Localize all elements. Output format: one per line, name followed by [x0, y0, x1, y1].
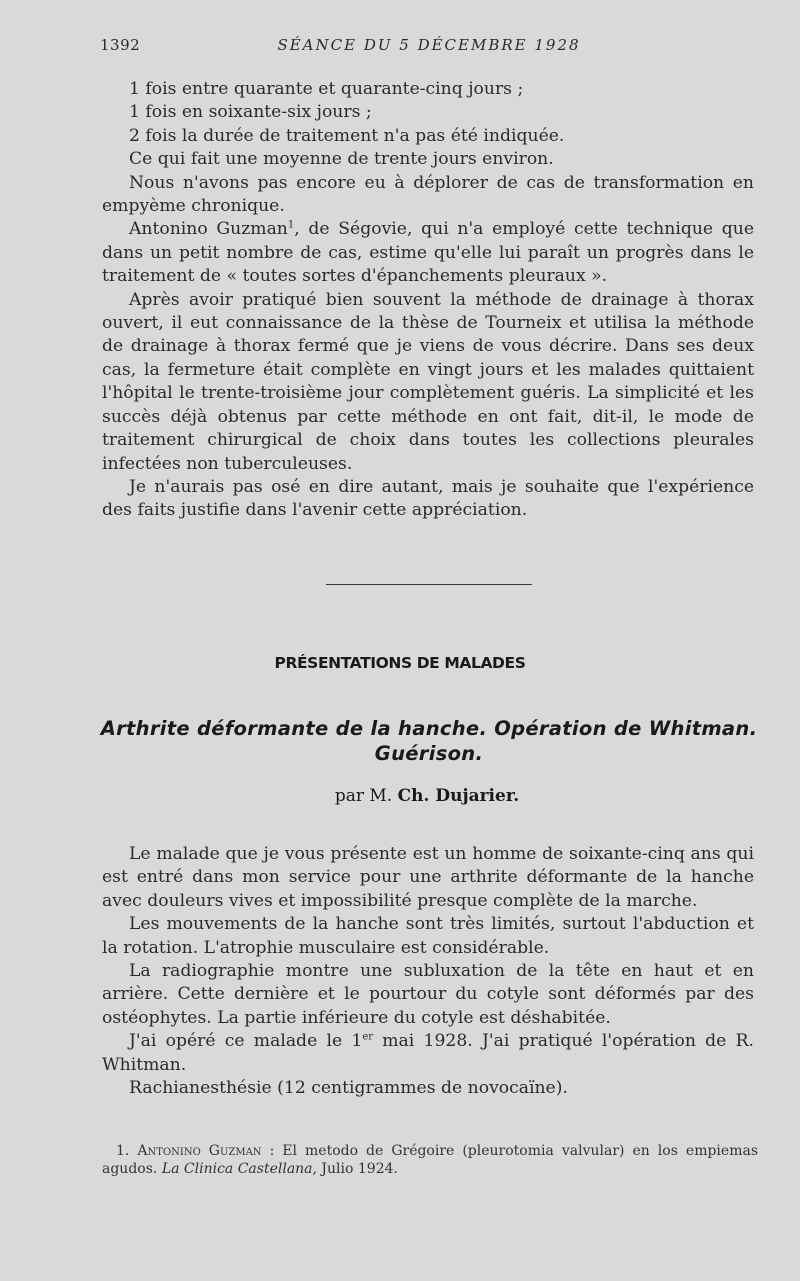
body-text-span: mai 1928. J'ai pratiqué l'opération de R. Whitman.	[102, 1031, 754, 1075]
body-text-span: J'ai opéré ce malade le 1	[129, 1031, 363, 1052]
page-number: 1392	[100, 36, 141, 54]
section-separator	[326, 584, 532, 585]
byline-author: Ch. Dujarier.	[397, 786, 520, 806]
paragraph-guzman-text: , de Ségovie, qui n'a employé cette technique que dans un petit nombre de cas, estime qu'elle lui paraît un progrès dans le traitement de « toutes sortes d'épanchements pleuraux ».	[102, 219, 754, 287]
text-line: 1 fois entre quarante et quarante-cinq jours ;	[129, 79, 524, 99]
text-line: Ce qui fait une moyenne de trente jours environ.	[129, 149, 554, 170]
body-paragraph: Les mouvements de la hanche sont très limités, surtout l'abduction et la rotation. L'atrophie musculaire est considérable.	[102, 914, 754, 958]
top-text-block	[102, 78, 754, 523]
footnote-tail: , Julio 1924.	[312, 1161, 398, 1177]
body-paragraph	[102, 1030, 754, 1077]
page-header	[100, 36, 758, 58]
byline	[0, 786, 800, 806]
text-line: 2 fois la durée de traitement n'a pas été indiquée.	[129, 125, 565, 146]
footnote-ref: 1	[287, 219, 295, 231]
superscript: er	[362, 1031, 374, 1043]
footnote-body: : El metodo de Grégoire (pleurotomia valvular) en los empiemas agudos.	[102, 1143, 759, 1177]
paragraph-conclusion: Je n'aurais pas osé en dire autant, mais je souhaite que l'expérience des faits justifie dans l'avenir cette appréciation.	[102, 476, 754, 521]
paragraph-guzman	[102, 218, 754, 288]
author-name: Antonino Guzman	[129, 219, 288, 240]
body-paragraph: Rachianesthésie (12 centigrammes de novocaïne).	[129, 1078, 568, 1099]
footnote-journal: La Clinica Castellana	[161, 1161, 313, 1177]
body-paragraph: La radiographie montre une subluxation de la tête en haut et en arrière. Cette dernière et le pourtour du cotyle sont déformés par des ostéophytes. La partie inférieure du cotyle est déshabitée.	[102, 961, 754, 1028]
byline-prefix: par M.	[334, 786, 393, 806]
article-title-line: Arthrite déformante de la hanche. Opération de Whitman.	[100, 717, 758, 740]
article-title-line: Guérison.	[374, 742, 484, 765]
text-line: 1 fois en soixante-six jours ;	[129, 102, 372, 123]
body-paragraph: Le malade que je vous présente est un homme de soixante-cinq ans qui est entré dans mon service pour une arthrite déformante de la hanche avec douleurs vives et impossibilité presque complète de la marche.	[102, 844, 754, 911]
running-title: SÉANCE DU 5 DÉCEMBRE 1928	[277, 36, 581, 54]
paragraph-apres: Après avoir pratiqué bien souvent la méthode de drainage à thorax ouvert, il eut connaissance de la thèse de Tourneix et utilisa la méthode de drainage à thorax fermé que je viens de vous décrire. Dans ses deux cas, la fermeture était complète en vingt jours et les malades quittaient l'hôpital le trente-troisième jour complètement guéris. La simplicité et les succès déjà obtenus par cette méthode en ont fait, dit-il, le mode de traitement chirurgical de choix dans toutes les collections pleurales infectées non tuberculeuses.	[102, 289, 754, 474]
article-title	[100, 716, 758, 766]
section-title: PRÉSENTATIONS DE MALADES	[274, 654, 526, 672]
body-text-block	[102, 843, 754, 1100]
footnote-number: 1.	[116, 1143, 130, 1159]
footnote-author: Antonino Guzman	[137, 1143, 262, 1159]
footnote-text	[102, 1142, 758, 1178]
paragraph-transformation: Nous n'avons pas encore eu à déplorer de cas de transformation en empyème chronique.	[102, 172, 754, 217]
footnote	[102, 1142, 758, 1178]
